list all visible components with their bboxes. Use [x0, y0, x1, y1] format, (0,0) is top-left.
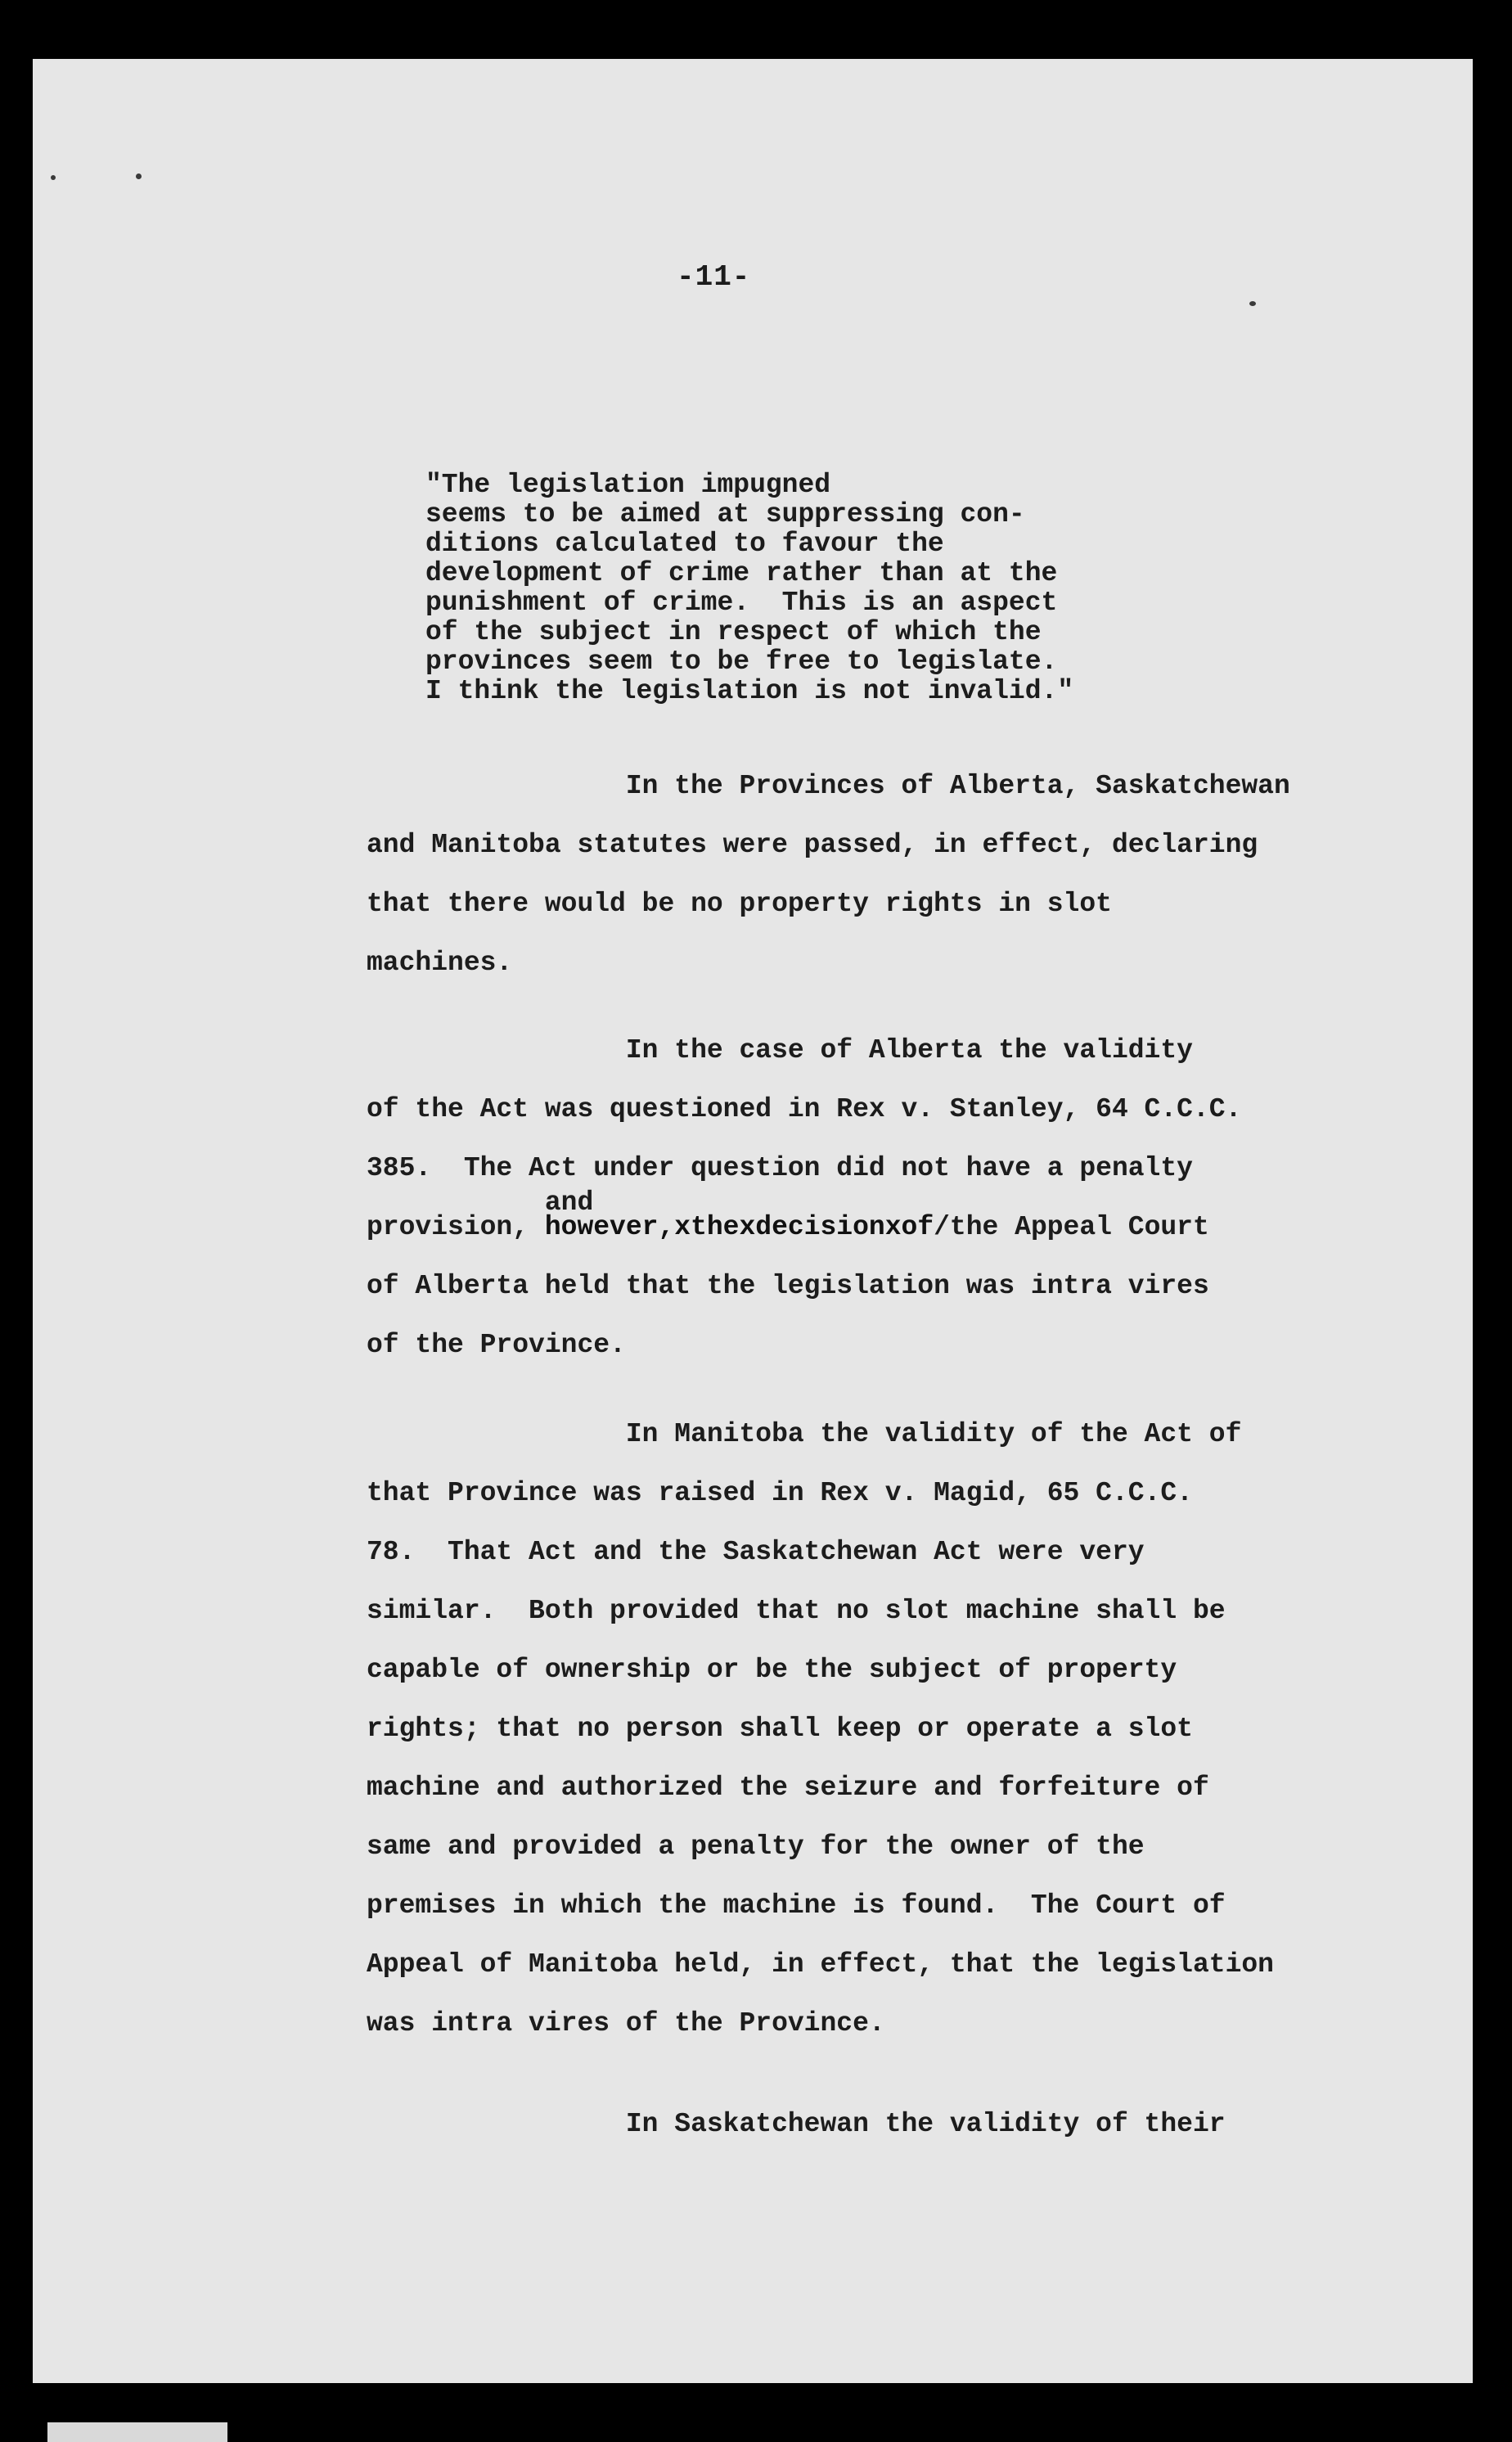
paragraph-line: 78. That Act and the Saskatchewan Act were very [367, 1537, 1145, 1567]
paragraph-saskatchewan-case [367, 2095, 1226, 2154]
paragraph-manitoba-case [367, 1405, 1274, 2053]
quote-line: development of crime rather than at the [425, 558, 1058, 588]
quote-line: seems to be aimed at suppressing con- [425, 499, 1025, 529]
correction [544, 1187, 934, 1257]
struck-out-text: however,xthexdecisionxof [544, 1212, 934, 1242]
paragraph-line: Appeal of Manitoba held, in effect, that the legislation [367, 1949, 1274, 1980]
paragraph-line: that there would be no property rights in slot [367, 889, 1112, 919]
paragraph-line: In the Provinces of Alberta, Saskatchewan [367, 771, 1290, 801]
paragraph-line: rights; that no person shall keep or operate a slot [367, 1714, 1193, 1744]
paragraph-line: 385. The Act under question did not have a penalty [367, 1153, 1193, 1183]
quote-line: I think the legislation is not invalid." [425, 676, 1074, 706]
paragraph-line: capable of ownership or be the subject of property [367, 1655, 1177, 1685]
quote-line: "The legislation impugned [425, 470, 831, 500]
paragraph-line: In Saskatchewan the validity of their [367, 2109, 1226, 2139]
quote-line: ditions calculated to favour the [425, 529, 944, 559]
quote-line: of the subject in respect of which the [425, 617, 1042, 647]
paragraph-line: of the Province. [367, 1330, 626, 1360]
paragraph-line: machines. [367, 948, 513, 978]
paragraph-line: In the case of Alberta the validity [367, 1035, 1193, 1066]
quote-line: punishment of crime. This is an aspect [425, 588, 1058, 618]
quote-line: provinces seem to be free to legislate. [425, 647, 1058, 677]
paragraph-line: premises in which the machine is found. The Court of [367, 1890, 1226, 1921]
edited-line-end: /the Appeal Court [934, 1212, 1209, 1242]
paragraph-provinces-statutes [367, 757, 1290, 993]
paragraph-line: of the Act was questioned in Rex v. Stanley, 64 C.C.C. [367, 1094, 1242, 1124]
paragraph-line: same and provided a penalty for the owner of the [367, 1832, 1145, 1862]
edited-line [367, 1187, 1241, 1257]
speck-mark [136, 173, 142, 179]
speck-mark [51, 175, 56, 180]
edited-line-start: provision, [367, 1212, 545, 1242]
speck-mark [1249, 301, 1256, 306]
block-quote [425, 471, 1073, 706]
paragraph-alberta-case [367, 1021, 1241, 1375]
page-number: -11- [677, 260, 751, 294]
paragraph-line: In Manitoba the validity of the Act of [367, 1419, 1242, 1449]
paragraph-line: of Alberta held that the legislation was intra vires [367, 1271, 1209, 1301]
paragraph-line: machine and authorized the seizure and forfeiture of [367, 1773, 1209, 1803]
paragraph-line: that Province was raised in Rex v. Magid, 65 C.C.C. [367, 1478, 1193, 1508]
film-edge-tab [47, 2422, 227, 2442]
paragraph-line: was intra vires of the Province. [367, 2008, 885, 2039]
inserted-word: and [544, 1187, 594, 1218]
paragraph-line: and Manitoba statutes were passed, in effect, declaring [367, 830, 1258, 860]
paragraph-line: similar. Both provided that no slot machine shall be [367, 1596, 1226, 1626]
